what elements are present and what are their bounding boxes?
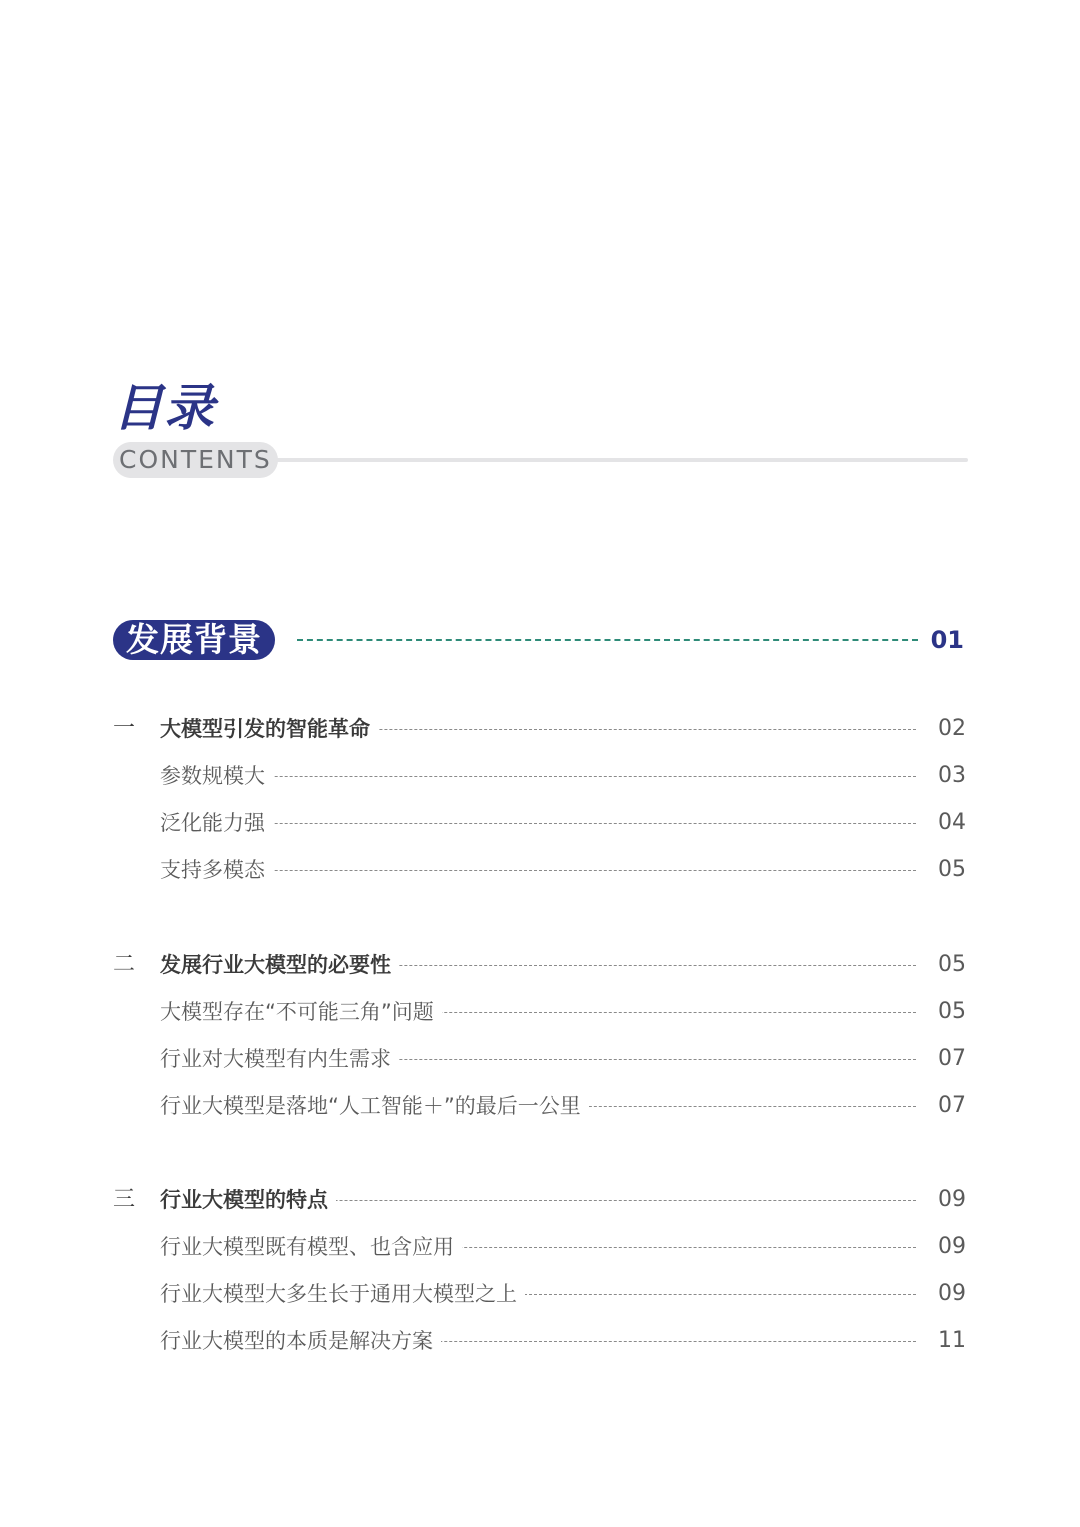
toc-item[interactable] [113,1232,968,1262]
toc-section-3[interactable] [113,1185,968,1215]
item-title: 行业大模型大多生长于通用大模型之上 [160,1279,525,1309]
item-title: 行业对大模型有内生需求 [160,1044,399,1074]
page-number: 04 [938,810,966,835]
contents-subtitle: CONTENTS [113,442,278,478]
section-number: 二 [113,952,136,977]
page-number: 02 [938,716,966,741]
page-number: 09 [938,1187,966,1212]
toc-item[interactable] [113,1044,968,1074]
page-number: 05 [938,857,966,882]
page-number: 05 [938,999,966,1024]
item-title: 参数规模大 [160,761,273,791]
toc-section-2[interactable] [113,950,968,980]
item-title: 行业大模型是落地“人工智能＋”的最后一公里 [160,1091,589,1121]
part-page-number: 01 [930,626,964,654]
part-header[interactable] [113,620,968,660]
page-number: 03 [938,763,966,788]
section-title: 行业大模型的特点 [160,1185,336,1215]
leader-dots [160,776,916,777]
toc-item[interactable] [113,808,968,838]
toc-item[interactable] [113,997,968,1027]
item-title: 行业大模型既有模型、也含应用 [160,1232,462,1262]
page-title: 目录 [113,379,215,437]
page-number: 09 [938,1234,966,1259]
part-label: 发展背景 [113,620,275,660]
section-number: 三 [113,1187,136,1212]
section-title: 发展行业大模型的必要性 [160,950,399,980]
page-number: 11 [938,1328,966,1353]
page-number: 05 [938,952,966,977]
toc-item[interactable] [113,761,968,791]
toc-item[interactable] [113,1326,968,1356]
section-number: 一 [113,716,136,741]
section-title: 大模型引发的智能革命 [160,714,378,744]
page-number: 09 [938,1281,966,1306]
toc-item[interactable] [113,1091,968,1121]
leader-dots [160,823,916,824]
item-title: 泛化能力强 [160,808,273,838]
item-title: 大模型存在“不可能三角”问题 [160,997,442,1027]
page-number: 07 [938,1093,966,1118]
contents-subtitle-bar [113,442,968,478]
item-title: 行业大模型的本质是解决方案 [160,1326,441,1356]
toc-section-1[interactable] [113,714,968,744]
page-number: 07 [938,1046,966,1071]
leader-dots [160,870,916,871]
toc-item[interactable] [113,1279,968,1309]
item-title: 支持多模态 [160,855,273,885]
toc-item[interactable] [113,855,968,885]
subtitle-divider [213,458,968,462]
part-leader-dots [297,639,918,641]
